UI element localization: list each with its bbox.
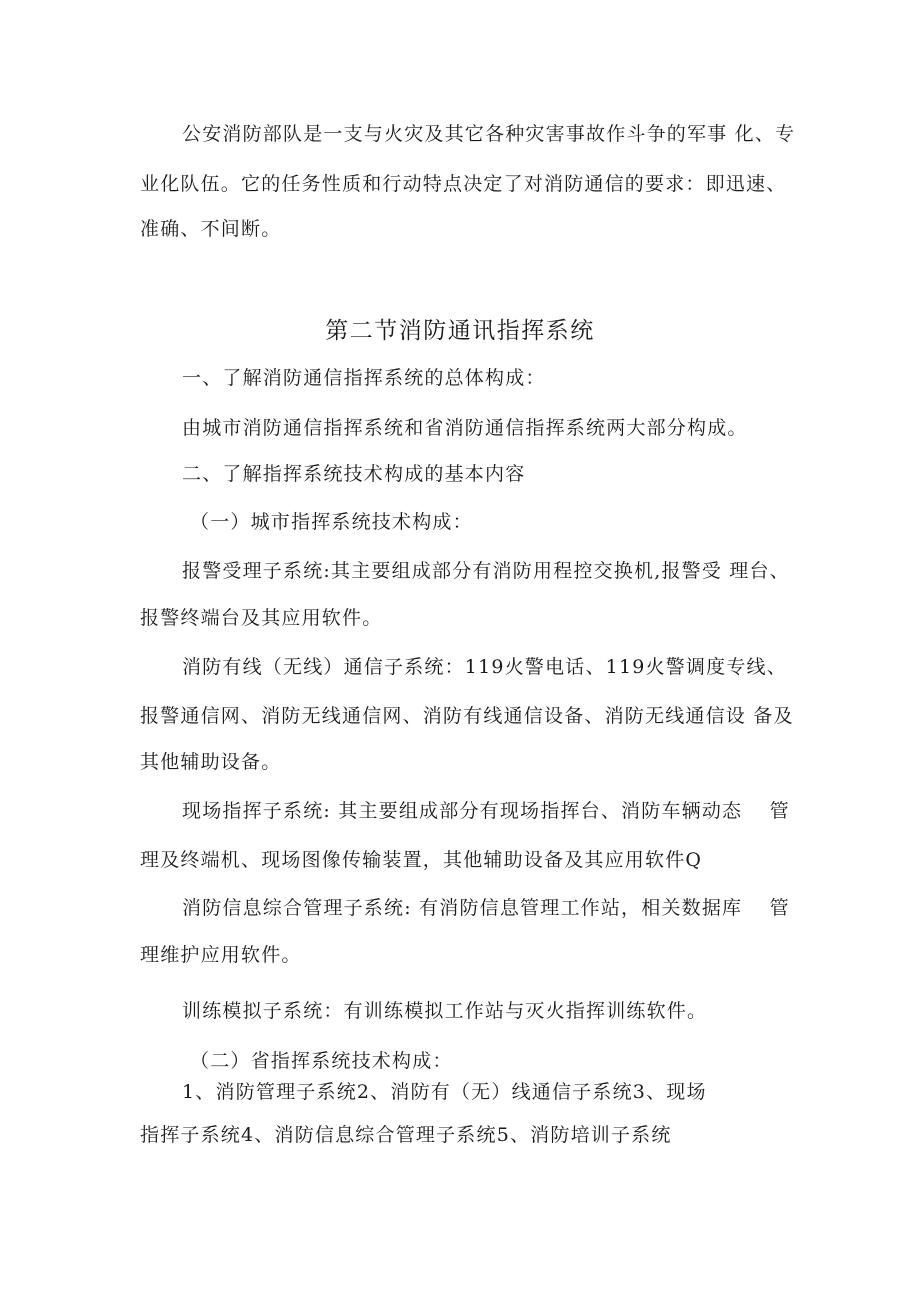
- province-line-1: 1、消防管理子系统2、消防有（无）线通信子系统3、现场: [182, 1081, 707, 1103]
- training-line: 训练模拟子系统：有训练模拟工作站与灭火指挥训练软件。: [182, 1000, 708, 1022]
- point2-heading: 二、了解指挥系统技术构成的基本内容: [182, 463, 526, 485]
- alarm-line-1: 报警受理子系统:其主要组成部分有消防用程控交换机,报警受 理台、: [182, 560, 790, 582]
- info-line-2: 理维护应用软件。: [140, 944, 302, 966]
- intro-line-2: 业化队伍。它的任务性质和行动特点决定了对消防通信的要求：即迅速、: [140, 173, 787, 195]
- point1-body: 由城市消防通信指挥系统和省消防通信指挥系统两大部分构成。: [182, 417, 748, 439]
- intro-line-1: 公安消防部队是一支与火灾及其它各种灾害事故作斗争的军事 化、专: [182, 123, 796, 145]
- comm-line-1: 消防有线（无线）通信子系统：119火警电话、119火警调度专线、: [182, 656, 787, 678]
- sub2-heading: （二）省指挥系统技术构成：: [190, 1050, 453, 1072]
- comm-line-2: 报警通信网、消防无线通信网、消防有线通信设备、消防无线通信设 备及: [140, 705, 794, 727]
- section-title: 第二节消防通讯指挥系统: [325, 318, 595, 344]
- province-line-2: 指挥子系统4、消防信息综合管理子系统5、消防培训子系统: [140, 1124, 672, 1146]
- info-line-1: 消防信息综合管理子系统: 有消防信息管理工作站，相关数据库 管: [182, 897, 790, 919]
- alarm-line-2: 报警终端台及其应用软件。: [140, 607, 383, 629]
- field-line-1: 现场指挥子系统: 其主要组成部分有现场指挥台、消防车辆动态 管: [182, 800, 790, 822]
- sub1-heading: （一）城市指挥系统技术构成：: [190, 511, 473, 533]
- comm-line-3: 其他辅助设备。: [140, 751, 282, 773]
- field-line-2: 理及终端机、现场图像传输装置，其他辅助设备及其应用软件Q: [140, 849, 703, 871]
- point1-heading: 一、了解消防通信指挥系统的总体构成：: [182, 367, 546, 389]
- intro-line-3: 准确、不间断。: [140, 218, 282, 240]
